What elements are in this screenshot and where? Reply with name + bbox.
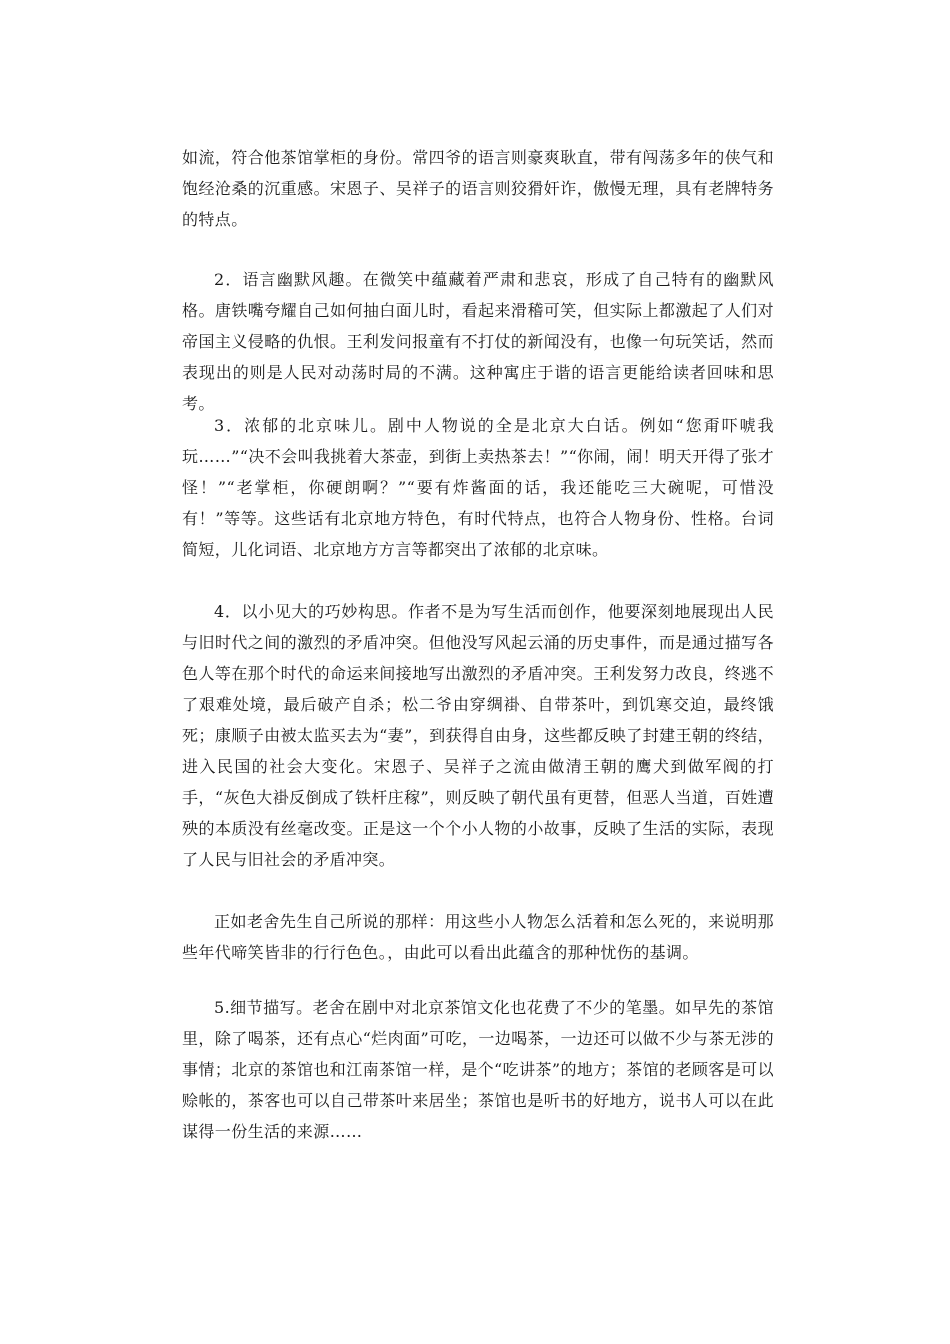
paragraph-character-language-continued: 如流，符合他茶馆掌柜的身份。常四爷的语言则豪爽耿直，带有闯荡多年的侠气和饱经沧桑的沉重感。宋恩子、吴祥子的语言则狡猾奸诈，傲慢无理，具有老牌特务的特点。 — [182, 148, 774, 229]
paragraph-clever-conception: 4．以小见大的巧妙构思。作者不是为写生活而创作，他要深刻地展现出人民与旧时代之间的激烈的矛盾冲突。但他没写风起云涌的历史事件，而是通过描写各色人等在那个时代的命运来间接地写出激烈的矛盾冲突。王利发努力改良，终逃不了艰难处境，最后破产自杀；松二爷由穿绸褂、自带茶叶，到饥寒交迫，最终饿死；康顺子由被太监买去为“妻”，到获得自由身，这些都反映了封建王朝的终结，进入民国的社会大变化。宋恩子、吴祥子之流由做清王朝的鹰犬到做军阀的打手，“灰色大褂反倒成了铁杆庄稼”，则反映了朝代虽有更替，但恶人当道，百姓遭殃的本质没有丝毫改变。正是这一个个小人物的小故事，反映了生活的实际，表现了人民与旧社会的矛盾冲突。 — [182, 602, 774, 869]
paragraph-beijing-flavor: 3．浓郁的北京味儿。剧中人物说的全是北京大白话。例如“您甭吓唬我玩……”“决不会叫我挑着大茶壶，到街上卖热茶去！”“你闹，闹！明天开得了张才怪！”“老掌柜，你硬朗啊？”“要有炸酱面的话，我还能吃三大碗呢，可惜没有！”等等。这些话有北京地方特色，有时代特点，也符合人物身份、性格。台词简短，儿化词语、北京地方方言等都突出了浓郁的北京味。 — [182, 416, 774, 559]
paragraph-humorous-language: 2．语言幽默风趣。在微笑中蕴藏着严肃和悲哀，形成了自己特有的幽默风格。唐铁嘴夸耀自己如何抽白面儿时，看起来滑稽可笑，但实际上都激起了人们对帝国主义侵略的仇恨。王利发问报童有不打仗的新闻没有，也像一句玩笑话，然而表现出的则是人民对动荡时局的不满。这种寓庄于谐的语言更能给读者回味和思考。 — [182, 270, 774, 413]
paragraph-detail-description: 5.细节描写。老舍在剧中对北京茶馆文化也花费了不少的笔墨。如早先的茶馆里，除了喝茶，还有点心“烂肉面”可吃，一边喝茶，一边还可以做不少与茶无涉的事情；北京的茶馆也和江南茶馆一样，是个“吃讲茶”的地方；茶馆的老顾客是可以赊帐的，茶客也可以自己带茶叶来居坐；茶馆也是听书的好地方，说书人可以在此谋得一份生活的来源…… — [182, 998, 774, 1141]
paragraph-laoshe-quote: 正如老舍先生自己所说的那样：用这些小人物怎么活着和怎么死的，来说明那些年代啼笑皆非的行行色色。，由此可以看出此蕴含的那种忧伤的基调。 — [182, 912, 774, 962]
